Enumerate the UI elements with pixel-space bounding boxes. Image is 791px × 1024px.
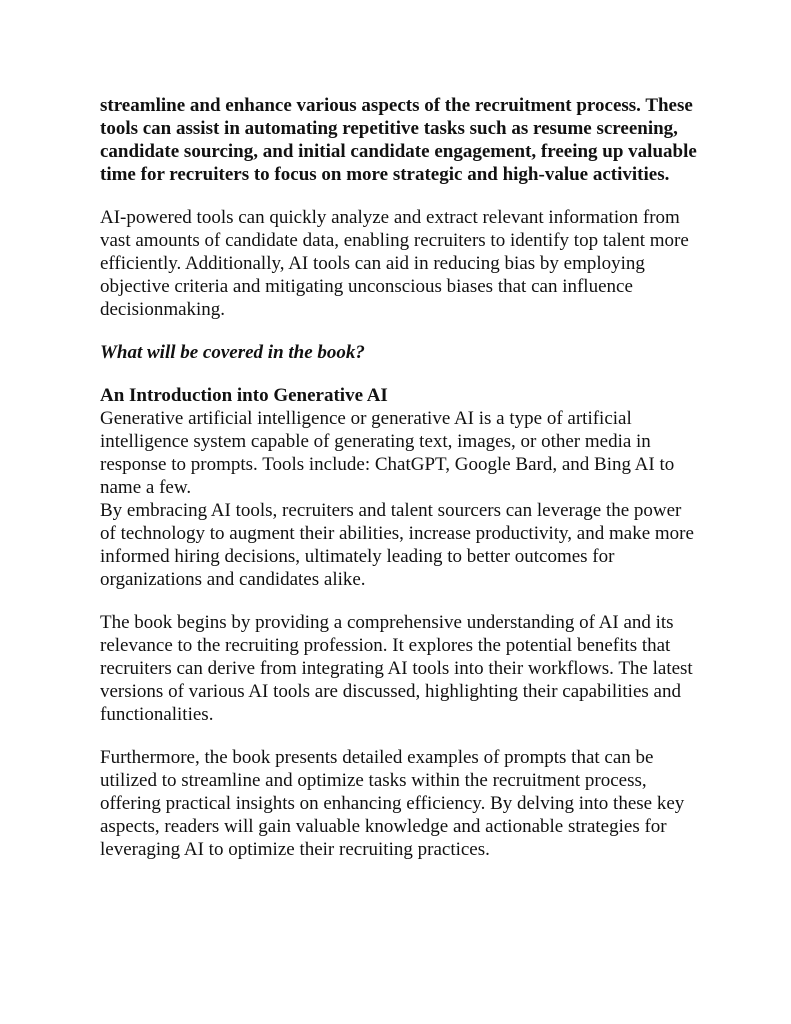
furthermore-paragraph: Furthermore, the book presents detailed examples of prompts that can be utilized to streamline and optimize tasks within the recruitment process, offering practical insights on enhancing efficiency. By delving into these key aspects, readers will gain valuable knowledge and actionable strategies for leveraging AI to optimize their recruiting practices. xyxy=(100,747,685,860)
generative-ai-section xyxy=(100,384,700,591)
book-begins-paragraph: The book begins by providing a comprehensive understanding of AI and its relevance to the recruiting profession. It explores the potential benefits that recruiters can derive from integrating AI tools into their workflows. The latest versions of various AI tools are discussed, highlighting their capabilities and functionalities. xyxy=(100,612,693,725)
ai-tools-paragraph: AI-powered tools can quickly analyze and extract relevant information from vast amounts of candidate data, enabling recruiters to identify top talent more efficiently. Additionally, AI tools can aid in reducing bias by employing objective criteria and mitigating unconscious biases that can influence decisionmaking. xyxy=(100,207,689,320)
intro-bold-paragraph: streamline and enhance various aspects of the recruitment process. These tools can assist in automating repetitive tasks such as resume screening, candidate sourcing, and initial candidate engagement, freeing up valuable time for recruiters to focus on more strategic and high-value activities. xyxy=(100,95,697,185)
question-heading: What will be covered in the book? xyxy=(100,342,365,363)
section-paragraph-2: By embracing AI tools, recruiters and talent sourcers can leverage the power of technology to augment their abilities, increase productivity, and make more informed hiring decisions, ultimately leading to better outcomes for organizations and candidates alike. xyxy=(100,500,694,590)
section-heading: An Introduction into Generative AI xyxy=(100,385,388,406)
document-body xyxy=(100,94,700,881)
section-paragraph-1: Generative artificial intelligence or generative AI is a type of artificial intelligence system capable of generating text, images, or other media in response to prompts. Tools include: ChatGPT, Google Bard, and Bing AI to name a few. xyxy=(100,408,675,498)
